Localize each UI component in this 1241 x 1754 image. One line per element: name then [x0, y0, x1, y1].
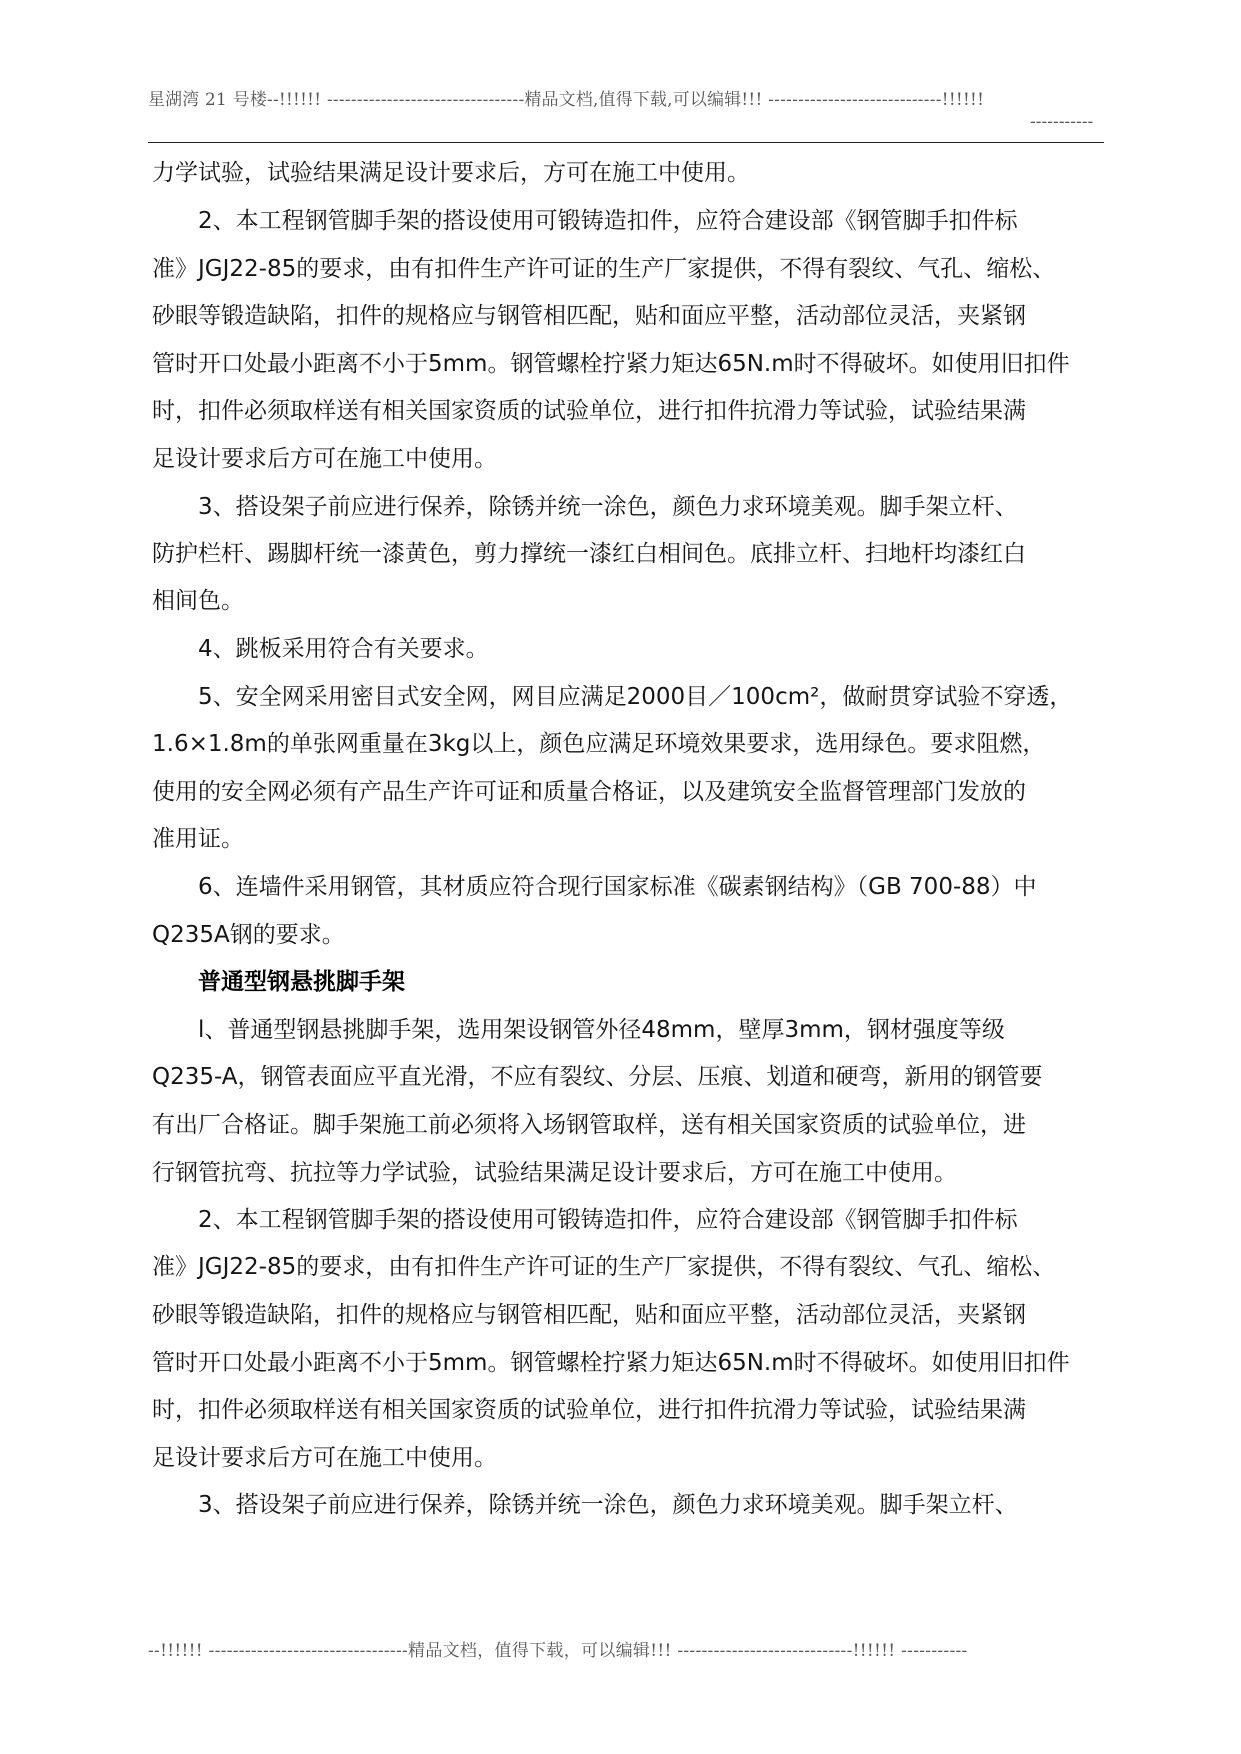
text-line: 2、本工程钢管脚手架的搭设使用可锻铸造扣件，应符合建设部《钢管脚手扣件标: [198, 1207, 1018, 1233]
text-line: 4、跳板采用符合有关要求。: [198, 636, 489, 662]
text-line: 管时开口处最小距离不小于5mm。钢管螺栓拧紧力矩达65N.m时不得破坏。如使用旧扣件: [152, 1350, 1070, 1376]
text-line: l、普通型钢悬挑脚手架，选用架设钢管外径48mm，壁厚3mm，钢材强度等级: [198, 1017, 1005, 1043]
text-line: 准》JGJ22-85的要求，由有扣件生产许可证的生产厂家提供，不得有裂纹、气孔、缩松、: [152, 1254, 1056, 1280]
text-line: 行钢管抗弯、抗拉等力学试验，试验结果满足设计要求后，方可在施工中使用。: [152, 1160, 957, 1186]
text-line: 时，扣件必须取样送有相关国家资质的试验单位，进行扣件抗滑力等试验，试验结果满: [152, 1397, 1026, 1423]
text-line: 准用证。: [152, 826, 244, 852]
text-line: 相间色。: [152, 588, 244, 614]
page-header-continuation: -----------: [1030, 112, 1094, 132]
header-divider: [148, 142, 1104, 143]
text-line: 6、连墙件采用钢管，其材质应符合现行国家标准《碳素钢结构》（GB 700-88）中: [198, 874, 1037, 900]
text-line: 2、本工程钢管脚手架的搭设使用可锻铸造扣件，应符合建设部《钢管脚手扣件标: [198, 208, 1018, 234]
section-heading: 普通型钢悬挑脚手架: [198, 969, 405, 995]
text-line: 5、安全网采用密目式安全网，网目应满足2000目／100cm²，做耐贯穿试验不穿透，: [198, 684, 1073, 710]
page-header: 星湖湾 21 号楼--!!!!!! ---------------------------------精品文档,值得下载,可以编辑!!! -----------------------------!!!!!!: [148, 89, 985, 109]
text-line: 砂眼等锻造缺陷，扣件的规格应与钢管相匹配，贴和面应平整，活动部位灵活，夹紧钢: [152, 303, 1026, 329]
text-line: 防护栏杆、踢脚杆统一漆黄色，剪力撑统一漆红白相间色。底排立杆、扫地杆均漆红白: [152, 541, 1026, 567]
text-line: 有出厂合格证。脚手架施工前必须将入场钢管取样，送有相关国家资质的试验单位，进: [152, 1112, 1026, 1138]
text-line: 足设计要求后方可在施工中使用。: [152, 446, 497, 472]
text-line: 管时开口处最小距离不小于5mm。钢管螺栓拧紧力矩达65N.m时不得破坏。如使用旧扣件: [152, 351, 1070, 377]
text-line: 足设计要求后方可在施工中使用。: [152, 1445, 497, 1471]
text-line: 时，扣件必须取样送有相关国家资质的试验单位，进行扣件抗滑力等试验，试验结果满: [152, 398, 1026, 424]
text-line: 3、搭设架子前应进行保养，除锈并统一涂色，颜色力求环境美观。脚手架立杆、: [198, 494, 1018, 520]
text-line: 准》JGJ22-85的要求，由有扣件生产许可证的生产厂家提供，不得有裂纹、气孔、缩松、: [152, 256, 1056, 282]
page-footer: --!!!!!! ---------------------------------精品文档，值得下载，可以编辑!!! -----------------------------!!!!!! -----------: [148, 1641, 968, 1661]
text-line: Q235A钢的要求。: [152, 922, 345, 948]
text-line: 力学试验，试验结果满足设计要求后，方可在施工中使用。: [152, 160, 750, 186]
text-line: 砂眼等锻造缺陷，扣件的规格应与钢管相匹配，贴和面应平整，活动部位灵活，夹紧钢: [152, 1302, 1026, 1328]
text-line: 3、搭设架子前应进行保养，除锈并统一涂色，颜色力求环境美观。脚手架立杆、: [198, 1492, 1018, 1518]
text-line: 1.6×1.8m的单张网重量在3kg以上，颜色应满足环境效果要求，选用绿色。要求阻燃，: [152, 731, 1046, 757]
text-line: Q235-A，钢管表面应平直光滑，不应有裂纹、分层、压痕、划道和硬弯，新用的钢管要: [152, 1064, 1043, 1090]
text-line: 使用的安全网必须有产品生产许可证和质量合格证，以及建筑安全监督管理部门发放的: [152, 779, 1026, 805]
